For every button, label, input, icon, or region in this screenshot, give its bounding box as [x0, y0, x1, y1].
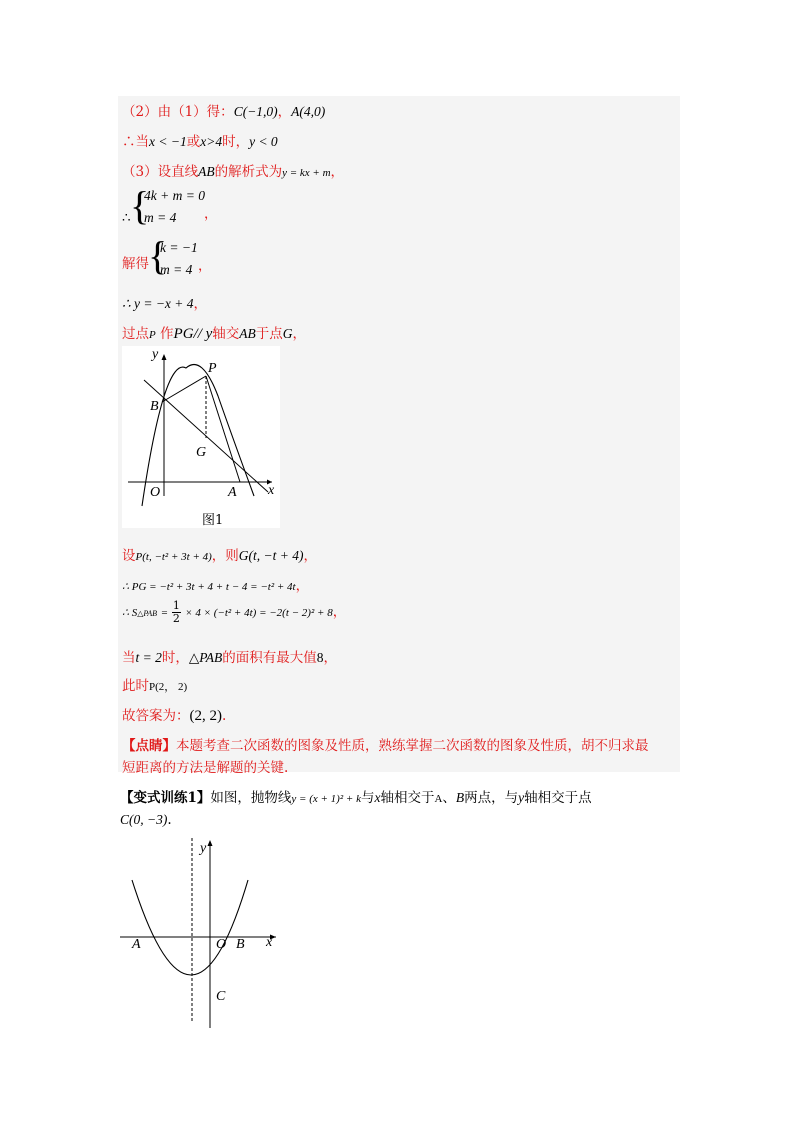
- solution-line-area: ∴ S△PAB = $\frac{1}{2}$ × 4 × (−t² + 4t) = −2(t − 2)² + 8，: [122, 599, 347, 625]
- solution-line-answer: 故答案为：(2, 2).: [122, 708, 227, 724]
- figure-1-label-x: x: [268, 483, 275, 498]
- solution-line-maximum: 当t = 2时，△PAB的面积有最大值8，: [122, 650, 338, 666]
- solution-line-line-equation: ∴ y = −x + 4，: [122, 296, 208, 312]
- variant-exercise-line-2: C(0, −3).: [120, 812, 172, 828]
- figure-1-graph: [122, 346, 280, 528]
- variant-exercise-line-1: 【变式训练1】如图，抛物线y = (x + 1)² + k与x轴相交于A、B两点，与y轴相交于点: [120, 790, 592, 806]
- figure-2-graph: [118, 838, 288, 1028]
- solution-line-part3: （3）设直线AB的解析式为y = kx + m，: [122, 164, 345, 180]
- figure-1-label-g: G: [196, 445, 207, 460]
- figure-1: [122, 346, 280, 528]
- figure-2-label-o: O: [216, 937, 227, 952]
- figure-1-label-o: O: [150, 485, 161, 500]
- figure-2: [118, 838, 288, 1028]
- solution-line-set-p: 设P(t, −t² + 3t + 4)，则G(t, −t + 4)，: [122, 548, 317, 564]
- figure-1-label-a: A: [228, 485, 237, 500]
- figure-2-label-c: C: [216, 989, 226, 1004]
- comment-line-1: 【点睛】本题考查二次函数的图象及性质，熟练掌握二次函数的图象及性质，胡不归求最: [122, 738, 649, 754]
- solution-line-range: ∴当x < −1或x>4时，y < 0: [122, 134, 278, 150]
- solution-line-construct-pg: 过点P 作PG// y轴交AB于点G，: [122, 326, 307, 342]
- solution-line-pg-length: ∴ PG = −t² + 3t + 4 + t − 4 = −t² + 4t，: [122, 578, 310, 594]
- figure-2-parabola: [132, 880, 248, 975]
- solution-line-part2: （2）由（1）得：C(−1,0)，A(4,0): [122, 104, 326, 120]
- figure-1-segment-pa: [206, 376, 240, 482]
- figure-1-caption: 图1: [202, 513, 224, 528]
- figure-2-label-b: B: [236, 937, 245, 952]
- figure-2-label-a: A: [132, 937, 141, 952]
- figure-1-label-b: B: [150, 399, 159, 414]
- solution-line-point-p: 此时P(2， 2): [122, 678, 188, 694]
- figure-1-label-p: P: [208, 361, 217, 376]
- figure-1-segment-bp: [162, 376, 206, 402]
- figure-1-label-y: y: [152, 347, 159, 362]
- comment-line-2: 短距离的方法是解题的关键.: [122, 760, 289, 776]
- figure-2-label-y: y: [200, 841, 207, 856]
- figure-2-label-x: x: [266, 935, 273, 950]
